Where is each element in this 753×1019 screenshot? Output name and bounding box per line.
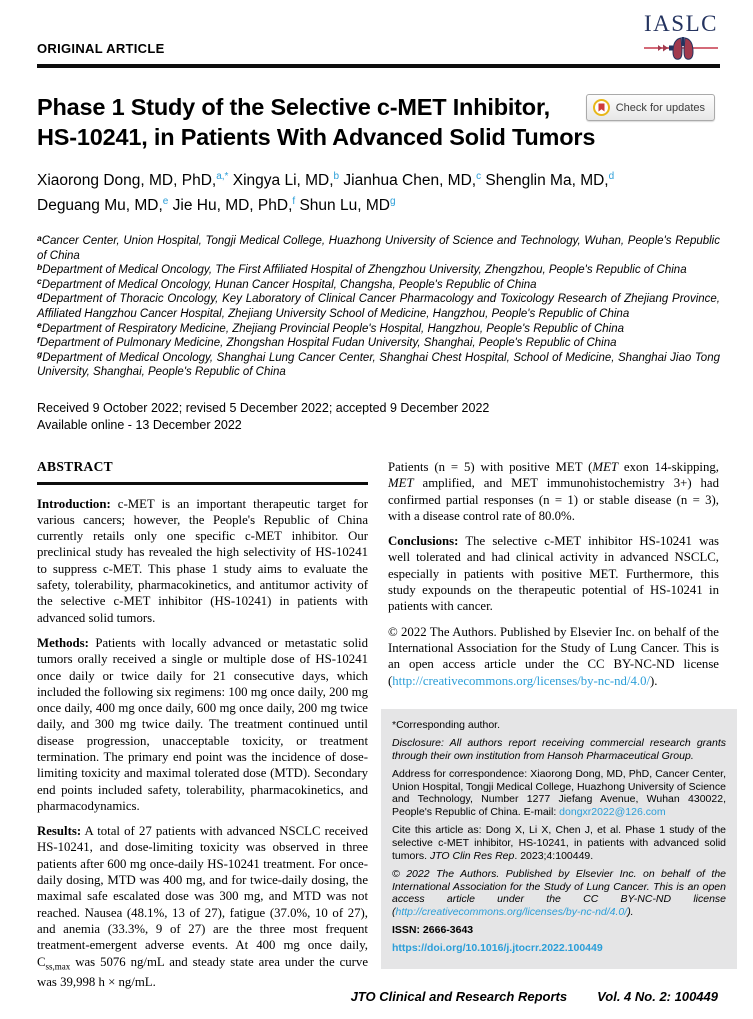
title-line-1: Phase 1 Study of the Selective c-MET Inhibitor,: [37, 94, 550, 120]
author-affil-sup: a,*: [216, 171, 229, 182]
abstract-right-column: [388, 459, 726, 1000]
abstract-left-column: [37, 459, 368, 1000]
author-affil-sup: g: [389, 196, 396, 207]
introduction-text: c-MET is an important therapeutic target for various cancers; however, the People's Republic of China currently retails only one specific c-MET inhibitor. Our preclinical study has revealed the high selectivity of HS-10241 to suppress c-MET. This phase 1 study aims to evaluate the safety, tolerability, pharmacokinetics, and antitumor activity of the selective c-MET inhibitor (HS-10241) in patients with advanced solid tumors.: [37, 496, 368, 625]
abstract-results-continued: [388, 459, 719, 524]
article-dates: [37, 400, 720, 434]
methods-text: Patients with locally advanced or metastatic solid tumors orally received a single or multiple dose of HS-10241 once daily or twice daily for 21 consecutive days, which included the following six regimens: 100 mg once daily, 200 mg once daily, 400 mg once daily, 600 mg once daily, 200 mg twice daily, and 300 mg twice daily. The treatment continued until disease progression, unacceptable toxicity, or treatment termination. The primary end point was the incidence of dose-limiting toxicity and maximal tolerated dose (MTD). Secondary end points included safety, tolerability, pharmacokinetics, and pharmacodynamics.: [37, 635, 368, 813]
page-header: [37, 0, 720, 62]
affiliation: [37, 336, 720, 351]
author-affil-sup: e: [162, 196, 169, 207]
abstract-copyright: [388, 624, 719, 689]
affiliation-text: Department of Respiratory Medicine, Zhejiang Provincial People's Hospital, Hangzhou, People's Republic of China: [41, 322, 624, 335]
cc-license-link-footnote[interactable]: http://creativecommons.org/licenses/by-nc-nd/4.0/: [395, 905, 628, 918]
journal-name: JTO Clinical and Research Reports: [350, 989, 568, 1004]
gene-name-italic: MET: [592, 459, 619, 474]
affiliation: [37, 278, 720, 293]
footnote-box: [381, 709, 737, 969]
correspondence-address: [392, 768, 726, 819]
author-name: Xingya Li, MD,: [228, 172, 334, 189]
section-label: ORIGINAL ARTICLE: [37, 41, 165, 56]
affiliation-text: Cancer Center, Union Hospital, Tongji Medical College, Huazhong University of Science and Technology, Wuhan, People's Republic of China: [37, 235, 720, 262]
affiliation-sup: c: [37, 276, 42, 287]
crossmark-icon: [593, 99, 610, 116]
results-text-continued: was 5076 ng/mL and steady state area under the curve was 39,998 h × ng/mL.: [37, 954, 368, 990]
abstract-section: [37, 458, 726, 1000]
author-line-1: [37, 169, 720, 194]
affiliation: [37, 351, 720, 380]
results-text: A total of 27 patients with advanced NSCLC received HS-10241, and dose-limiting toxicity was observed in three patients after 600 mg once-daily HS-10241 treatment. For once-daily dosing, MTD was 400 mg, and for twice-daily dosing, the maximal safe escalated dose was 300 mg, and MTD was not reached. Nausea (48.1%, 13 of 27), fatigue (37.0%, 10 of 27), and anemia (33.3%, 9 of 27) are the three most frequent treatment-emergent adverse events. At 400 mg once daily, C: [37, 824, 368, 969]
iaslc-lungs-icon: [644, 36, 718, 62]
author-line-2: [37, 194, 720, 219]
abstract-introduction: [37, 496, 368, 626]
abstract-conclusions: [388, 533, 719, 614]
disclosure-note: Disclosure: All authors report receiving commercial research grants through their own institution from Hansoh Pharmaceutical Group.: [392, 737, 726, 762]
conclusions-text: The selective c-MET inhibitor HS-10241 was well tolerated and had clinical activity in advanced NSCLC, especially in patients with positive MET. Furthermore, this study expounds on the therapeutic potential of HS-10241 in patients with cancer.: [388, 534, 719, 614]
author-affil-sup: c: [476, 171, 482, 182]
affiliation-sup: a: [37, 232, 42, 243]
affiliation: [37, 322, 720, 337]
affiliation: [37, 263, 720, 278]
page-title: [37, 92, 612, 152]
author-list: [37, 169, 720, 219]
results-subscript: ss,max: [45, 961, 71, 972]
abstract-results: [37, 823, 368, 991]
conclusions-label: Conclusions:: [388, 534, 459, 549]
affiliation: [37, 292, 720, 321]
affiliation-text: Department of Thoracic Oncology, Key Laboratory of Clinical Cancer Pharmacology and Toxicology Research of Zhejiang Province, Affiliated Hangzhou Cancer Hospital, Zhejiang University School of Medicine, Hangzhou, People's Republic of China: [37, 293, 720, 320]
copyright-text: © 2022 The Authors. Published by Elsevier Inc. on behalf of the International Association for the Study of Lung Cancer. This is an open access article under the CC BY-NC-ND license (: [388, 624, 719, 688]
results-label: Results:: [37, 824, 82, 839]
citation-note: [392, 824, 726, 862]
gene-name-italic: MET: [388, 476, 414, 491]
affiliation-sup: g: [37, 349, 43, 360]
issue-info: Vol. 4 No. 2: 100449: [597, 989, 718, 1004]
doi-link[interactable]: https://doi.org/10.1016/j.jtocrr.2022.100449: [392, 942, 603, 955]
patients-text: Patients (n = 5) with positive MET (: [388, 459, 593, 474]
abstract-divider: [37, 482, 368, 485]
page-footer: [351, 989, 718, 1004]
copyright-text: ).: [650, 673, 658, 688]
affiliation: [37, 234, 720, 263]
available-online-date: Available online - 13 December 2022: [37, 417, 242, 432]
affiliation-text: Department of Pulmonary Medicine, Zhongshan Hospital Fudan University, Shanghai, People's Republic of China: [39, 337, 617, 350]
affiliation-list: [37, 234, 720, 380]
citation-text: . 2023;4:100449.: [514, 849, 594, 862]
affiliation-sup: b: [37, 261, 43, 272]
iaslc-logo: [644, 12, 720, 62]
affiliation-text: Department of Medical Oncology, The First Affiliated Hospital of Zhengzhou University, Zhengzhou, People's Republic of China: [42, 264, 687, 277]
check-for-updates-button[interactable]: [586, 94, 715, 121]
abstract-methods: [37, 635, 368, 814]
check-for-updates-label: Check for updates: [615, 101, 705, 114]
copyright-note-text: © 2022 The Authors. Published by Elsevier Inc. on behalf of the International Association for the Study of Lung Cancer. This is an open access article under the CC BY-NC-ND license (: [392, 867, 726, 918]
citation-journal-italic: JTO Clin Res Rep: [429, 849, 515, 862]
title-line-2: HS-10241, in Patients With Advanced Solid Tumors: [37, 124, 596, 150]
author-name: Deguang Mu, MD,: [37, 197, 163, 214]
issn: ISSN: 2666-3643: [392, 924, 474, 937]
affiliation-text: Department of Medical Oncology, Hunan Cancer Hospital, Changsha, People's Republic of China: [41, 278, 537, 291]
cc-license-link[interactable]: http://creativecommons.org/licenses/by-nc-nd/4.0/: [392, 673, 651, 688]
author-name: Shun Lu, MD: [295, 197, 390, 214]
affiliation-sup: e: [37, 320, 42, 331]
email-link[interactable]: dongxr2022@126.com: [559, 806, 666, 819]
doi-link-row: [392, 942, 726, 955]
iaslc-logo-text: IASLC: [644, 11, 718, 36]
corresponding-author-note: *Corresponding author.: [392, 718, 500, 731]
author-name: Jianhua Chen, MD,: [339, 172, 477, 189]
copyright-note-text: ).: [627, 905, 634, 918]
author-name: Xiaorong Dong, MD, PhD,: [37, 172, 217, 189]
received-dates: Received 9 October 2022; revised 5 December 2022; accepted 9 December 2022: [37, 400, 490, 415]
patients-text: amplified, and MET immunohistochemistry 3+) had confirmed partial responses (n = 1) or stable disease (n = 3), with a disease control rate of 80.0%.: [388, 476, 719, 523]
introduction-label: Introduction:: [37, 496, 111, 511]
affiliation-sup: f: [37, 334, 40, 345]
author-affil-sup: b: [333, 171, 340, 182]
author-name: Shenglin Ma, MD,: [481, 172, 609, 189]
address-text: Address for correspondence: Xiaorong Dong, MD, PhD, Cancer Center, Union Hospital, Tongji Medical College, Huazhong University of Science and Technology, Number 1277 Jiefang Avenue, Wuhan 430022, People's Republic of China. E-mail:: [392, 767, 726, 819]
author-name: Jie Hu, MD, PhD,: [168, 197, 293, 214]
affiliation-sup: d: [37, 290, 43, 301]
copyright-note: [392, 868, 726, 919]
methods-label: Methods:: [37, 635, 89, 650]
patients-text: exon 14-skipping,: [618, 459, 719, 474]
citation-text: Cite this article as: Dong X, Li X, Chen J, et al. Phase 1 study of the selective c-MET inhibitor, HS-10241, in patients with advanced solid tumors.: [392, 824, 726, 862]
author-affil-sup: d: [608, 171, 615, 182]
header-divider: [37, 64, 720, 68]
abstract-heading: ABSTRACT: [37, 458, 113, 474]
affiliation-text: Department of Medical Oncology, Shanghai Lung Cancer Center, Shanghai Chest Hospital, School of Medicine, Shanghai Jiao Tong University, Shanghai, People's Republic of China: [37, 351, 720, 379]
author-affil-sup: f: [292, 196, 296, 207]
